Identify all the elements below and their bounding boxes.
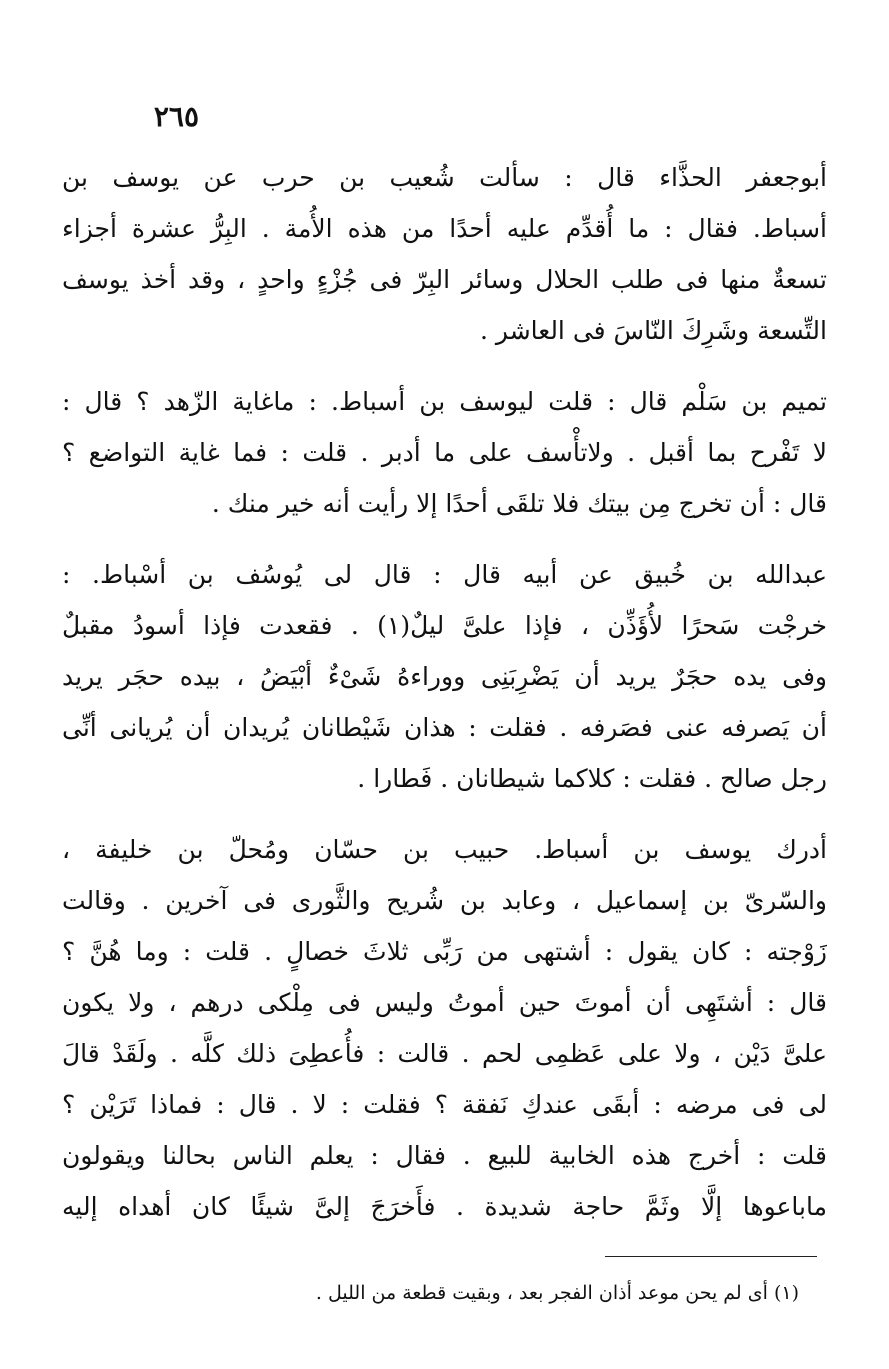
text-line: رجل صالح . فقلت : كلاكما شيطانان . فَطارا . bbox=[357, 764, 827, 793]
paragraph-adraka bbox=[62, 824, 827, 1232]
text-line: خرجْت سَحرًا لأُؤَذِّن ، فإذا علىَّ ليلٌ(١) . فقعدت فإذا أسودُ مقبلٌ bbox=[62, 611, 827, 640]
footnote-divider bbox=[605, 1256, 817, 1257]
text-line: أن يَصرفه عنى فصَرفه . فقلت : هذان شَيْطانان يُريدان أن يُريانى أنِّى bbox=[62, 713, 827, 742]
text-line: لا تَفْرح بما أقبل . ولاتأْسف على ما أدبر . قلت : فما غاية التواضع ؟ bbox=[62, 438, 827, 467]
text-line: أبوجعفر الحذَّاء قال : سألت شُعيب بن حرب عن يوسف بن bbox=[62, 163, 827, 192]
text-line: قال : أن تخرج مِن بيتك فلا تلقَى أحدًا إلا رأيت أنه خير منك . bbox=[211, 489, 827, 518]
text-line: قلت : أخرج هذه الخابية للبيع . فقال : يعلم الناس بحالنا ويقولون bbox=[62, 1141, 827, 1170]
footnote: (١) أى لم يحن موعد أذان الفجر بعد ، وبقيت قطعة من الليل . bbox=[315, 1282, 799, 1304]
text-line: عبدالله بن خُبيق عن أبيه قال : قال لى يُوسُف بن أسْباط. : bbox=[62, 560, 827, 589]
text-line: زَوْجته : كان يقول : أشتهى من رَبِّى ثلاثَ خصالٍ . قلت : وما هُنَّ ؟ bbox=[62, 937, 827, 966]
text-line: والسّرىّ بن إسماعيل ، وعابد بن شُريح والثَّورى فى آخرين . وقالت bbox=[62, 886, 827, 915]
paragraph-abu-jafar bbox=[62, 152, 827, 356]
paragraph-tamim bbox=[62, 376, 827, 529]
text-line: التِّسعة وشَرِكَ النّاسَ فى العاشر . bbox=[480, 316, 827, 345]
text-line: أدرك يوسف بن أسباط. حبيب بن حسّان ومُحلّ بن خليفة ، bbox=[62, 835, 827, 864]
text-line: تسعةٌ منها فى طلب الحلال وسائر البِرّ فى جُزْءٍ واحدٍ ، وقد أخذ يوسف bbox=[62, 265, 827, 294]
paragraph-abdullah bbox=[62, 549, 827, 804]
body-text bbox=[62, 152, 827, 1252]
text-line: لى فى مرضه : أبقَى عندكِ نَفقة ؟ فقلت : لا . قال : فماذا تَرَيْن ؟ bbox=[62, 1090, 827, 1119]
page-number: ٢٦٥ bbox=[153, 100, 199, 133]
text-line: قال : أشتَهِى أن أموتَ حين أموتُ وليس فى مِلْكى درهم ، ولا يكون bbox=[62, 988, 827, 1017]
text-line: علىَّ دَيْن ، ولا على عَظمِى لحم . قالت : فأُعطِىَ ذلك كلَّه . ولَقَدْ قالَ bbox=[62, 1039, 827, 1068]
text-line: ماباعوها إلَّا وثَمَّ حاجة شديدة . فأَخرَجَ إلىَّ شيئًا كان أهداه إليه bbox=[62, 1192, 827, 1221]
text-line: تميم بن سَلْم قال : قلت ليوسف بن أسباط. : ماغاية الزّهد ؟ قال : bbox=[62, 387, 827, 416]
text-line: وفى يده حجَرٌ يريد أن يَضْرِبَنِى ووراءهُ شَىْءٌ أبْيَضُ ، بيده حجَر يريد bbox=[62, 662, 827, 691]
text-line: أسباط. فقال : ما أُقدِّم عليه أحدًا من هذه الأُمة . البِرُّ عشرة أجزاء bbox=[62, 214, 827, 243]
